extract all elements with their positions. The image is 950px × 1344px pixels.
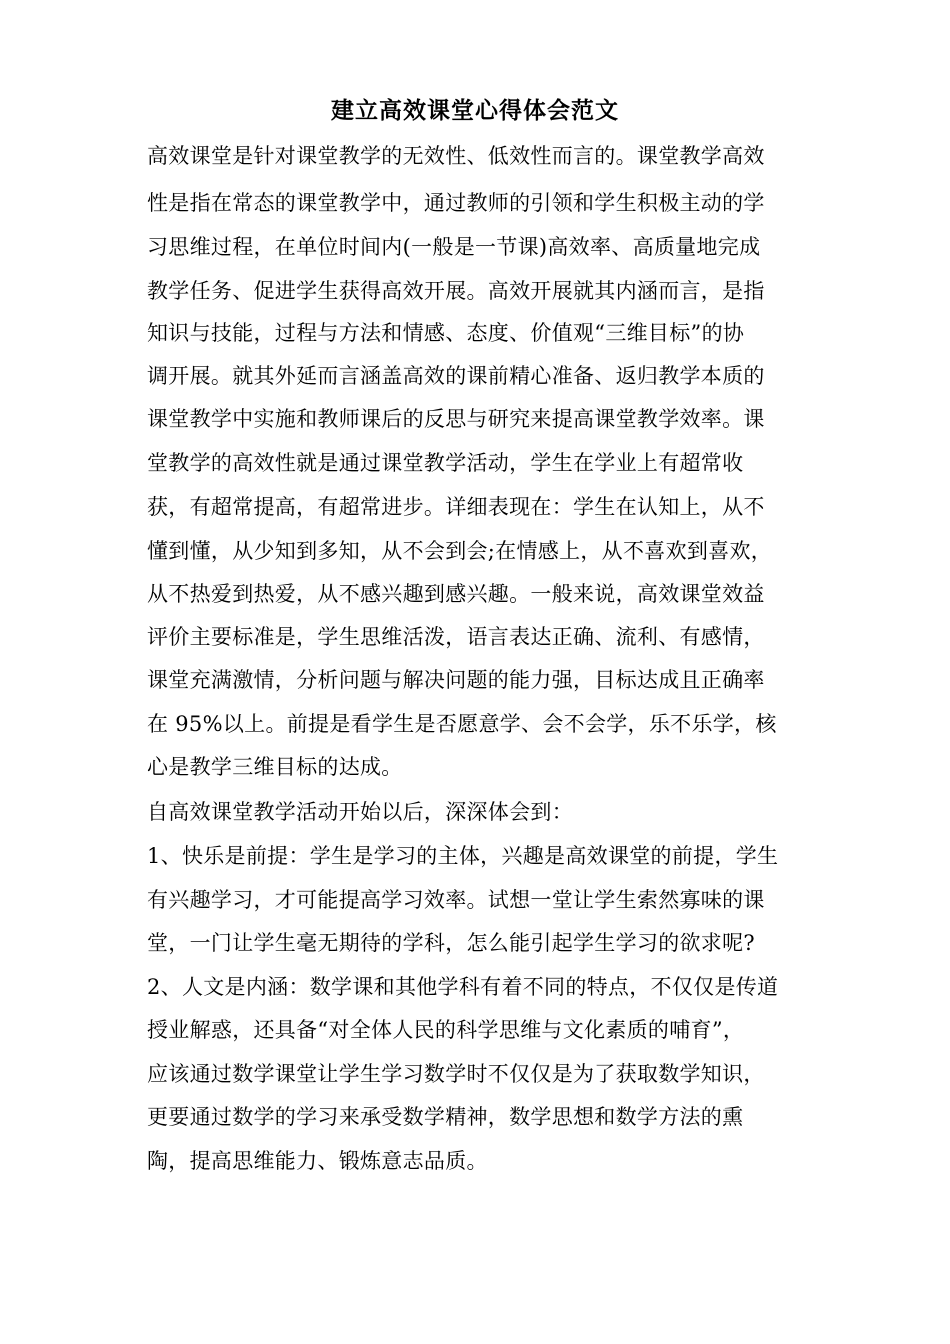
body-line: 评价主要标准是，学生思维活泼，语言表达正确、流利、有感情， bbox=[147, 625, 765, 649]
body-line: 自高效课堂教学活动开始以后，深深体会到： bbox=[147, 800, 573, 824]
body-line: 在 95%以上。前提是看学生是否愿意学、会不会学，乐不乐学，核 bbox=[147, 712, 777, 736]
body-line: 2、人文是内涵：数学课和其他学科有着不同的特点，不仅仅是传道 bbox=[147, 975, 779, 999]
body-line: 获，有超常提高，有超常进步。详细表现在：学生在认知上，从不 bbox=[147, 495, 765, 519]
body-line: 懂到懂，从少知到多知，从不会到会;在情感上，从不喜欢到喜欢， bbox=[147, 539, 773, 563]
body-line: 应该通过数学课堂让学生学习数学时不仅仅是为了获取数学知识， bbox=[147, 1062, 765, 1086]
body-line: 堂教学的高效性就是通过课堂教学活动，学生在学业上有超常收 bbox=[147, 451, 744, 475]
body-line: 课堂教学中实施和教师课后的反思与研究来提高课堂教学效率。课 bbox=[147, 407, 765, 431]
body-line: 课堂充满激情，分析问题与解决问题的能力强，目标达成且正确率 bbox=[147, 668, 765, 692]
document-title: 建立高效课堂心得体会范文 bbox=[331, 97, 619, 124]
body-line: 心是教学三维目标的达成。 bbox=[147, 755, 403, 779]
body-line: 堂，一门让学生毫无期待的学科，怎么能引起学生学习的欲求呢? bbox=[147, 931, 755, 955]
body-line: 陶，提高思维能力、锻炼意志品质。 bbox=[147, 1149, 488, 1173]
body-line: 从不热爱到热爱，从不感兴趣到感兴趣。一般来说，高效课堂效益 bbox=[147, 582, 765, 606]
body-line: 更要通过数学的学习来承受数学精神，数学思想和数学方法的熏 bbox=[147, 1105, 744, 1129]
body-line: 授业解惑，还具备“对全体人民的科学思维与文化素质的哺育”， bbox=[147, 1018, 745, 1042]
body-line: 性是指在常态的课堂教学中，通过教师的引领和学生积极主动的学 bbox=[147, 191, 765, 215]
body-line: 调开展。就其外延而言涵盖高效的课前精心准备、返归教学本质的 bbox=[147, 364, 765, 388]
body-line: 知识与技能，过程与方法和情感、态度、价值观“三维目标”的协 bbox=[147, 321, 745, 345]
body-line: 有兴趣学习，才可能提高学习效率。试想一堂让学生索然寡味的课 bbox=[147, 888, 765, 912]
body-line: 习思维过程，在单位时间内(一般是一节课)高效率、高质量地完成 bbox=[147, 235, 761, 259]
body-line: 高效课堂是针对课堂教学的无效性、低效性而言的。课堂教学高效 bbox=[147, 144, 765, 168]
body-line: 1、快乐是前提：学生是学习的主体，兴趣是高效课堂的前提，学生 bbox=[147, 844, 779, 868]
body-line: 教学任务、促进学生获得高效开展。高效开展就其内涵而言，是指 bbox=[147, 279, 765, 303]
